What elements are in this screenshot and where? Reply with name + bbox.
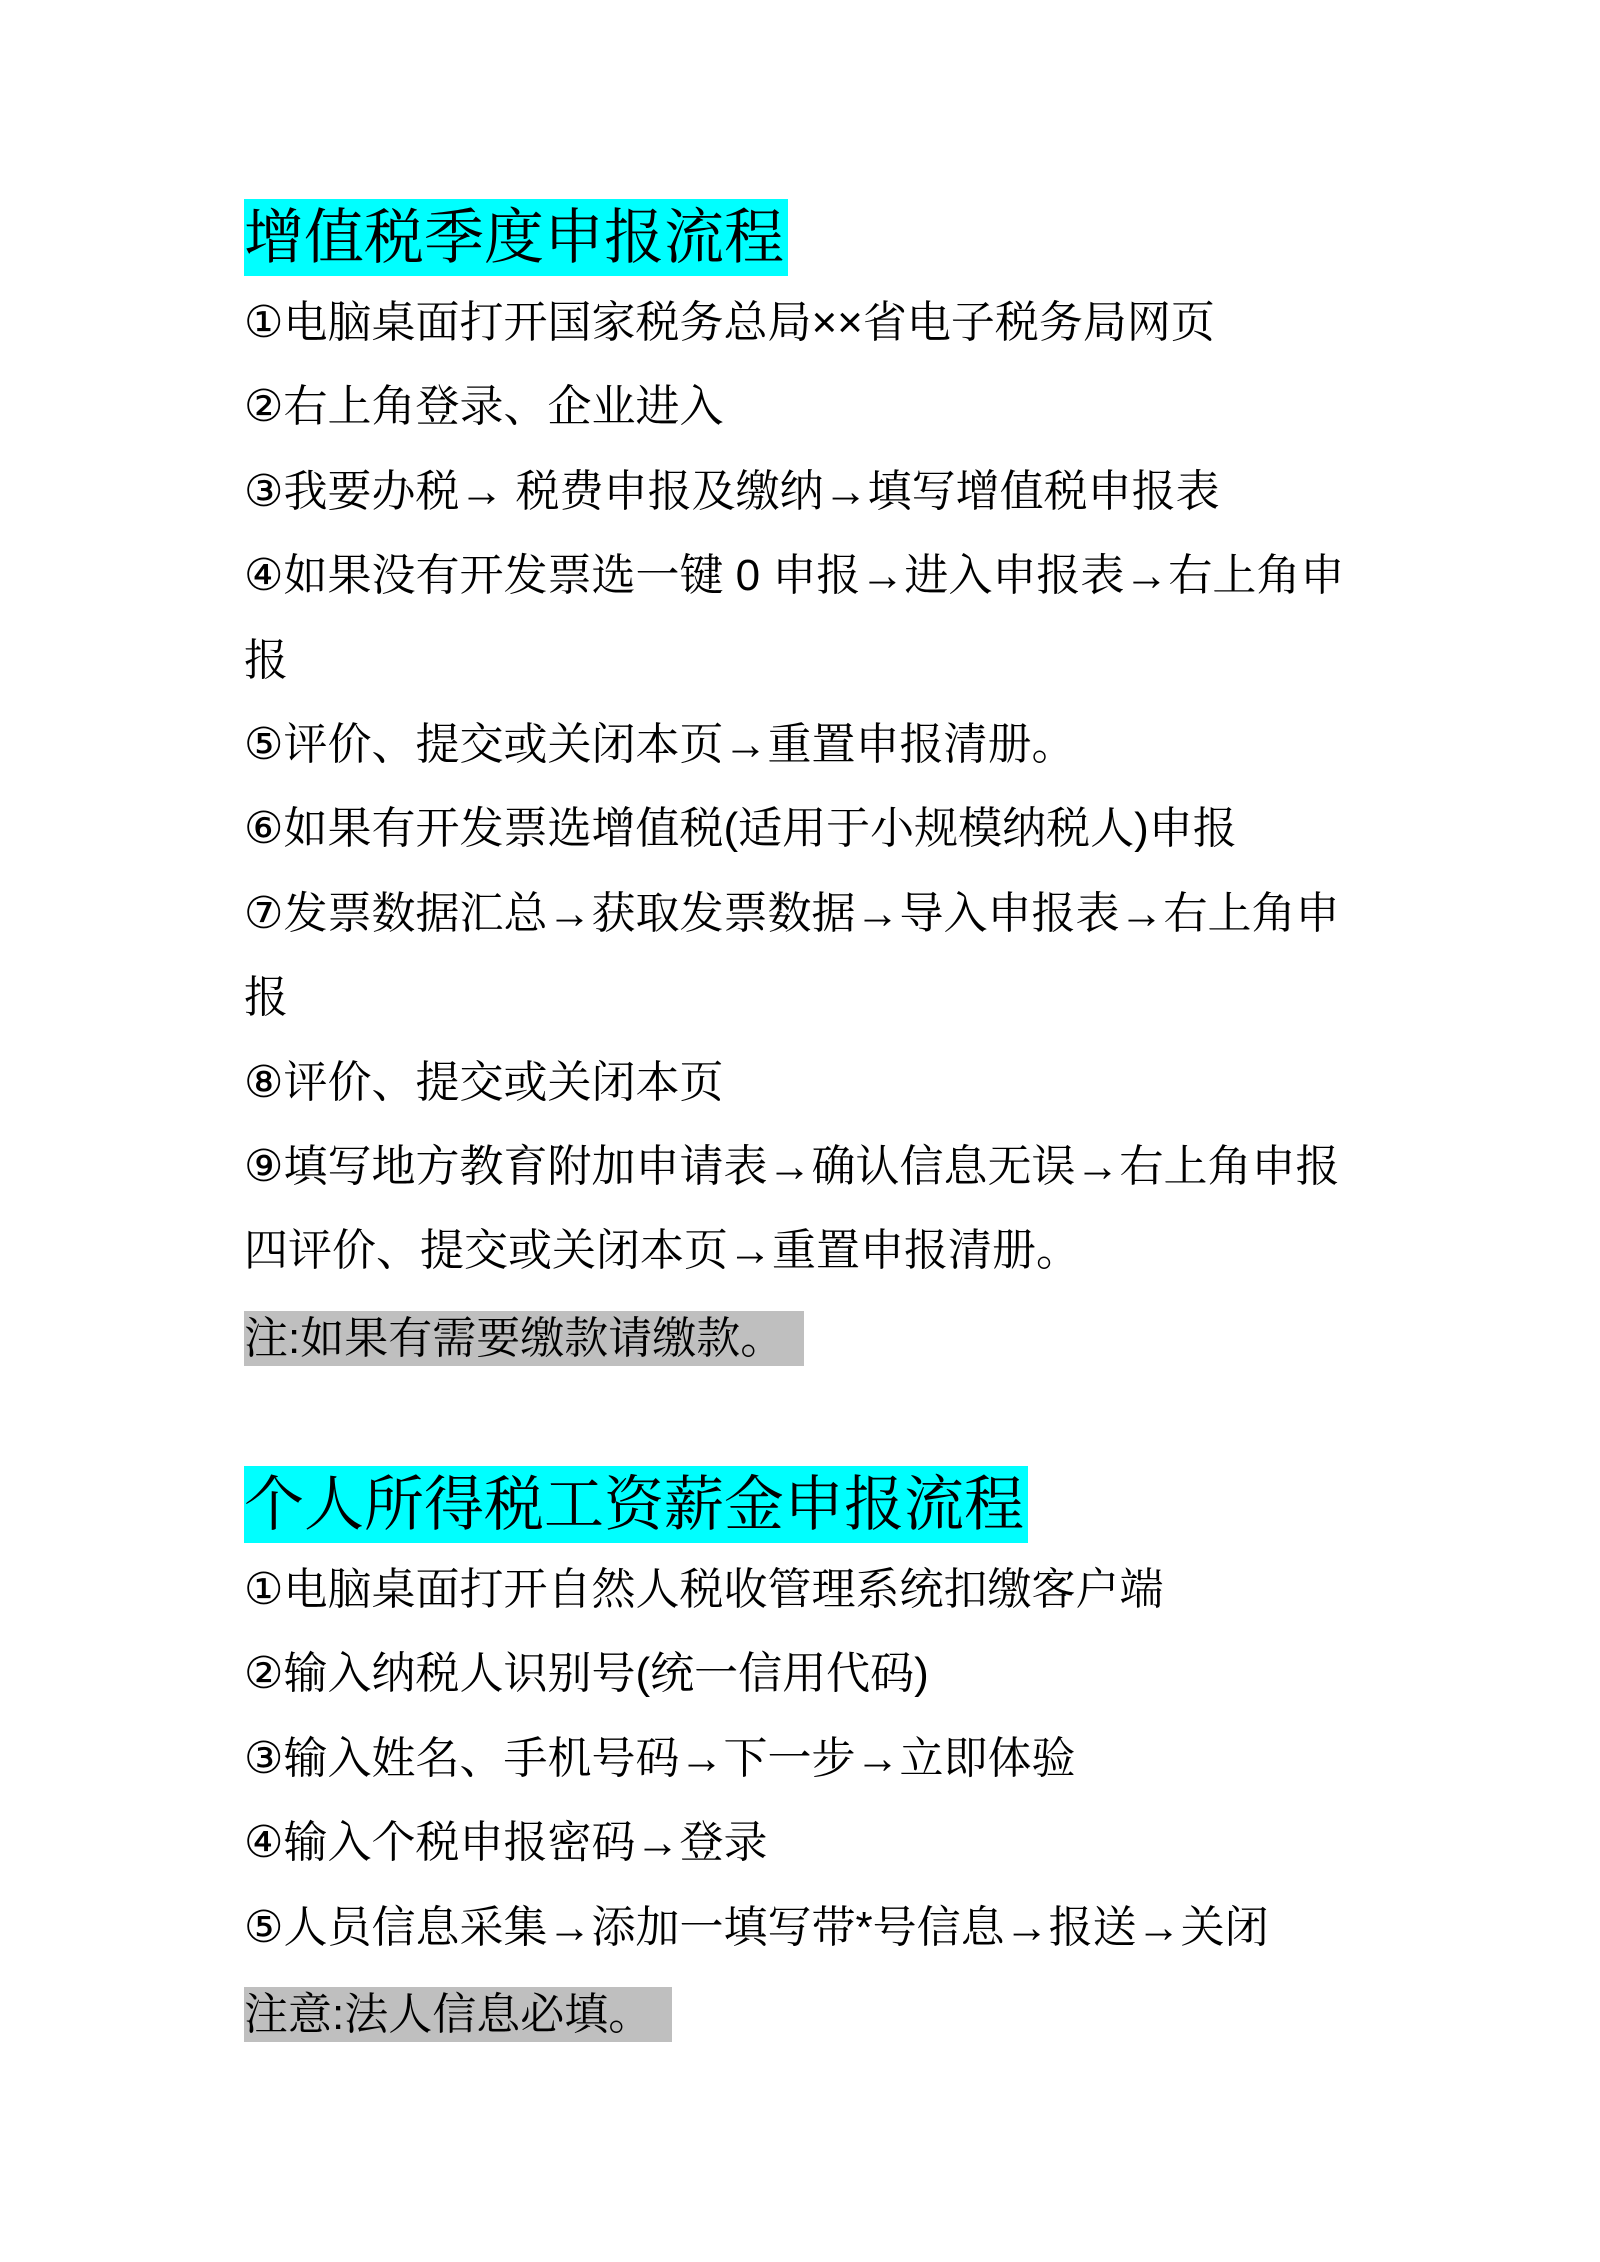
step-line: ④输入个税申报密码→登录 — [244, 1818, 768, 1868]
step-line: ⑦发票数据汇总→获取发票数据→导入申报表→右上角申 — [244, 888, 1340, 938]
step-list — [244, 281, 1544, 1378]
step-line-continuation: 报 — [244, 635, 288, 685]
step-line: ⑤人员信息采集→添加一填写带*号信息→报送→关闭 — [244, 1902, 1269, 1952]
step-line: ①电脑桌面打开自然人税收管理系统扣缴客户端 — [244, 1565, 1164, 1614]
step-line: ⑧评价、提交或关闭本页 — [244, 1057, 724, 1107]
step-list — [244, 1548, 1544, 2054]
step-line: ⑥如果有开发票选增值税(适用于小规模纳税人)申报 — [244, 804, 1237, 854]
note-text: 注:如果有需要缴款请缴款。 — [244, 1311, 804, 1366]
step-line: ③输入姓名、手机号码→下一步→立即体验 — [244, 1733, 1076, 1783]
step-line: ②输入纳税人识别号(统一信用代码) — [244, 1649, 929, 1699]
step-line: ⑤评价、提交或关闭本页→重置申报清册。 — [244, 719, 1076, 769]
note-text: 注意:法人信息必填。 — [244, 1987, 672, 2042]
step-line: ⑨填写地方教育附加申请表→确认信息无误→右上角申报 — [244, 1141, 1340, 1191]
vat-quarterly-filing-section — [244, 199, 1544, 1378]
section-title: 增值税季度申报流程 — [244, 199, 788, 276]
step-line: ①电脑桌面打开国家税务总局××省电子税务局网页 — [244, 298, 1215, 347]
note-line — [244, 1294, 1544, 1378]
section-title: 个人所得税工资薪金申报流程 — [244, 1466, 1028, 1543]
individual-income-tax-filing-section — [244, 1466, 1544, 2054]
step-line: ④如果没有开发票选一键 0 申报→进入申报表→右上角申 — [244, 551, 1345, 601]
step-line-continuation: 报 — [244, 973, 288, 1023]
step-line: ③我要办税→ 税费申报及缴纳→填写增值税申报表 — [244, 466, 1220, 516]
step-line: ②右上角登录、企业进入 — [244, 382, 724, 432]
note-line — [244, 1970, 1544, 2054]
step-line: 四评价、提交或关闭本页→重置申报清册。 — [244, 1226, 1080, 1276]
